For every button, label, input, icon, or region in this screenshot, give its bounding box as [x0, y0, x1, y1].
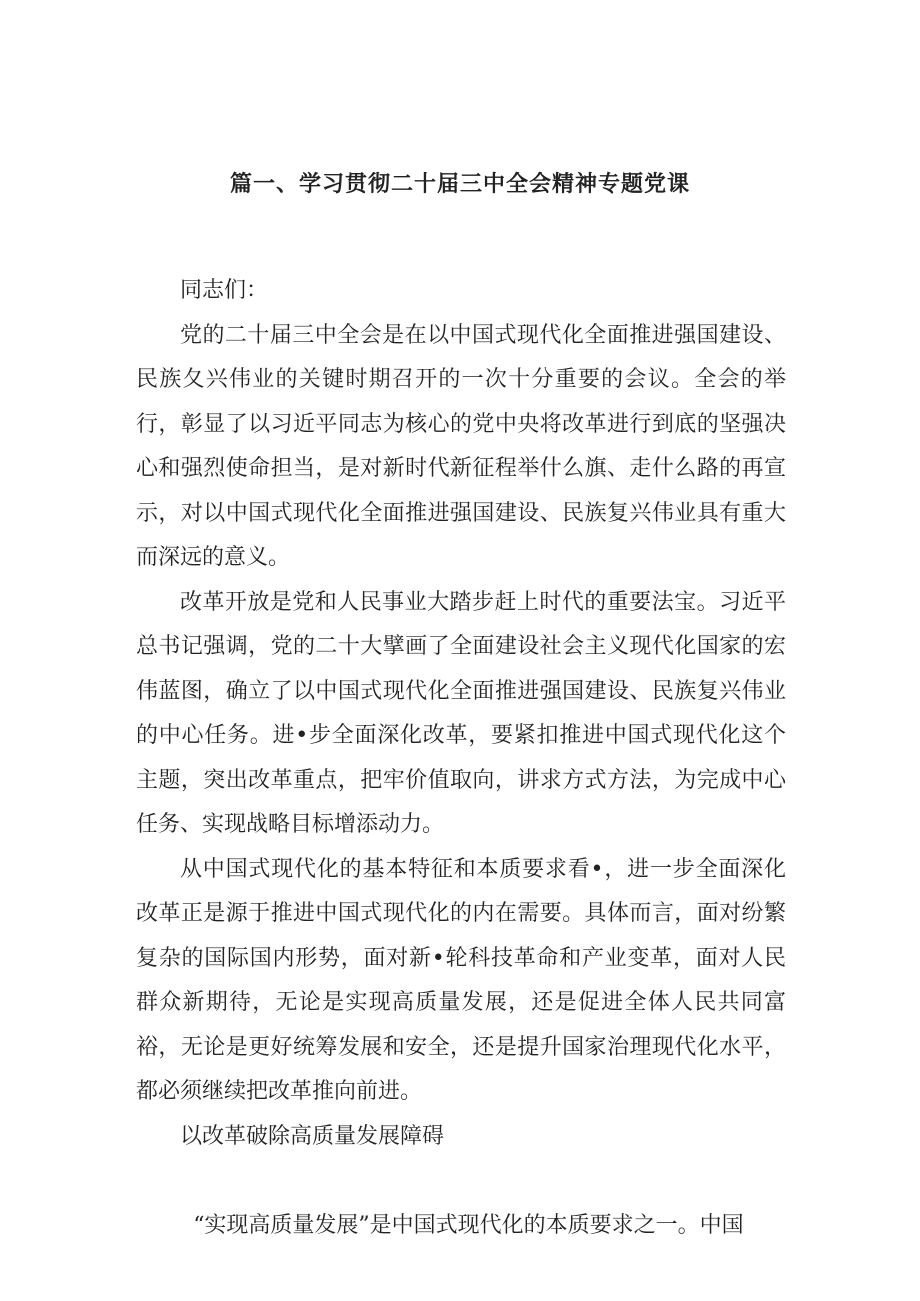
- salutation: 同志们：: [180, 278, 269, 303]
- paragraph: 改革开放是党和人民事业大踏步赶上时代的重要法宝。习近平总书记强调，党的二十大擘画了全面建设社会主义现代化国家的宏伟蓝图，确立了以中国式现代化全面推进强国建设、民族复兴伟业的中心任务。进•步全面深化改革，要紧扣推进中国式现代化这个主题，突出改革重点，把牢价值取向，讲求方式方法，为完成中心任务、实现战略目标增添动力。: [136, 589, 786, 837]
- paragraph: 党的二十届三中全会是在以中国式现代化全面推进强国建设、民族夂兴伟业的关键时期召开的一次十分重要的会议。全会的举行，彰显了以习近平同志为核心的党中央将改革进行到底的坚强决心和强烈使命担当，是对新时代新征程举什么旗、走什么路的再宣示，对以中国式现代化全面推进强国建设、民族复兴伟业具有重大而深远的意义。: [136, 322, 786, 570]
- document-body: [136, 269, 786, 1248]
- document-title: 篇一、学习贯彻二十届三中全会精神专题党课: [229, 171, 690, 197]
- section-heading: 以改革破除高质量发展障碍: [180, 1123, 445, 1149]
- paragraph: 从中国式现代化的基本特征和本质要求看•，进一步全面深化改革正是源于推进中国式现代化的内在需要。具体而言，面对纷繁复杂的国际国内形势，面对新•轮科技革命和产业变革，面对人民群众新期待，无论是实现高质量发展，还是促进全体人民共同富裕，无论是更好统筹发展和安全，还是提升国家治理现代化水平，都必须继续把改革推向前进。: [136, 856, 786, 1104]
- paragraph: “实现高质量发展”是中国式现代化的本质要求之一。中国: [193, 1212, 744, 1238]
